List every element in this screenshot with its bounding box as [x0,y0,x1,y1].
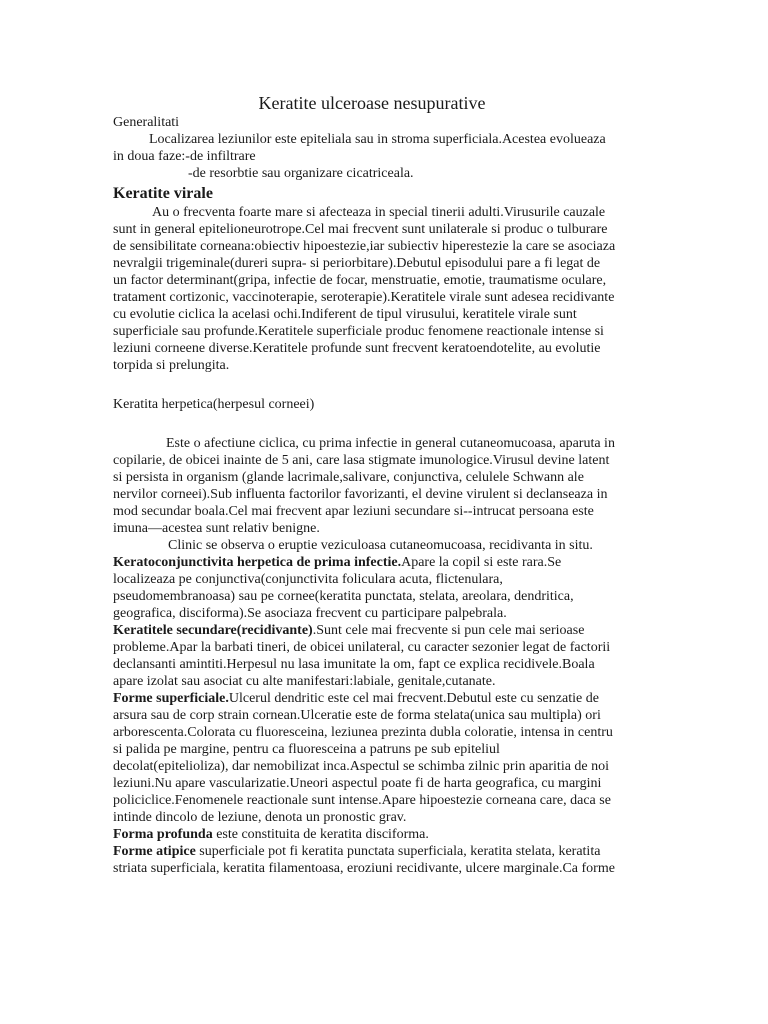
paragraph-text: este constituita de keratita disciforma. [212,827,429,842]
paragraph-line [113,843,658,860]
paragraph-line: localizeaza pe conjunctiva(conjunctivita foliculara acuta, flictenulara, [113,572,503,587]
paragraph-line [113,826,658,843]
paragraph-line: Localizarea leziunilor este epiteliala sau in stroma superficiala.Acestea evolueaza [149,132,606,147]
paragraph-line: Este o afectiune ciclica, cu prima infectie in general cutaneomucoasa, aparuta in [166,436,615,451]
paragraph-line: tratament cortizonic, vaccinoterapie, seroterapie).Keratitele virale sunt adesea recidivante [113,290,615,305]
paragraph-line: arborescenta.Colorata cu fluoresceina, leziunea prezinta dubla coloratie, intensa in centru [113,725,613,740]
paragraph-line: de sensibilitate corneana:obiectiv hipoestezie,iar subiectiv hiperestezie la care se asociaza [113,239,616,254]
paragraph-text: .Sunt cele mai frecvente si pun cele mai serioase [312,623,585,638]
paragraph-line [113,554,658,571]
paragraph-line: Clinic se observa o eruptie veziculoasa cutaneomucoasa, recidivanta in situ. [168,538,593,553]
paragraph-line: sunt in general epitelioneurotrope.Cel mai frecvent sunt unilaterale si produc o tulburare [113,222,608,237]
paragraph-line: declansanti amintiti.Herpesul nu lasa imunitate la om, fapt ce explica recidivele.Boala [113,657,595,672]
paragraph-line: copilarie, de obicei inainte de 5 ani, care lasa stigmate imunologice.Virusul devine latent [113,453,610,468]
paragraph-line: torpida si prelungita. [113,358,230,373]
paragraph-line: leziuni corneene diverse.Keratitele profunde sunt frecvent keratoendotelite, au evolutie [113,341,601,356]
paragraph-line: imuna—acestea sunt relativ benigne. [113,521,320,536]
paragraph-line: si persista in organism (glande lacrimale,salivare, conjunctiva, celulele Schwann ale [113,470,584,485]
paragraph-line: in doua faze:-de infiltrare [113,149,256,164]
paragraph-line: nervilor corneei).Sub influenta factorilor favorizanti, el devine virulent si declanseaza in [113,487,608,502]
paragraph-line: pseudomembranoasa) sau pe cornee(keratita punctata, stelata, areolara, dendritica, [113,589,574,604]
paragraph-line: geografica, disciforma).Se asociaza frecvent cu participare palpebrala. [113,606,507,621]
subheading-keratita-herpetica: Keratita herpetica(herpesul corneei) [113,397,315,412]
generalitati-heading: Generalitati [113,115,180,130]
paragraph-line: superficiale sau profunde.Keratitele superficiale produc fenomene reactionale intense si [113,324,604,339]
section-heading-keratite-virale: Keratite virale [113,185,213,202]
term-keratitele-secundare: Keratitele secundare(recidivante) [113,623,313,638]
paragraph-line: cu evolutie ciclica la acelasi ochi.Indiferent de tipul virusului, keratitele virale sunt [113,307,577,322]
paragraph-line: leziuni.Nu apare vascularizatie.Uneori aspectul poate fi de harta geografica, cu margini [113,776,602,791]
paragraph-text: superficiale pot fi keratita punctata superficiala, keratita stelata, keratita [195,844,601,859]
paragraph-line: probleme.Apar la barbati tineri, de obicei unilateral, cu caracter sezonier legat de factorii [113,640,611,655]
term-forme-atipice: Forme atipice [113,844,196,859]
document-body [113,114,658,877]
paragraph-line: decolat(epitelioliza), dar nemobilizat inca.Aspectul se schimba zilnic prin aparitia de noi [113,759,610,774]
paragraph-line: arsura sau de corp strain cornean.Ulceratie este de forma stelata(unica sau multipla) ori [113,708,601,723]
paragraph-line: si palida pe margine, pentru ca fluoresceina a patruns pe sub epiteliul [113,742,500,757]
term-keratoconjunctivita: Keratoconjunctivita herpetica de prima infectie. [113,555,402,570]
paragraph-line: striata superficiala, keratita filamentoasa, eroziuni recidivante, ulcere marginale.Ca forme [113,861,615,876]
paragraph-line: apare izolat sau asociat cu alte manifestari:labiale, genitale,cutanate. [113,674,496,689]
paragraph-line: mod secundar boala.Cel mai frecvent apar leziuni secundare si--intrucat persoana este [113,504,594,519]
document-title: Keratite ulceroase nesupurative [258,93,486,113]
paragraph-line: un factor determinant(gripa, infectie de focar, menstruatie, emotie, traumatisme oculare, [113,273,607,288]
paragraph-line: nevralgii trigeminale(dureri supra- si periorbitare).Debutul episodului pare a fi legat de [113,256,601,271]
paragraph-text: Ulcerul dendritic este cel mai frecvent.Debutul este cu senzatie de [228,691,599,706]
paragraph-line: policiclice.Fenomenele reactionale sunt intense.Apare hipoestezie corneana care, daca se [113,793,611,808]
paragraph-line: -de resorbtie sau organizare cicatriceala. [188,166,414,181]
paragraph-line: Au o frecventa foarte mare si afecteaza in special tinerii adulti.Virusurile cauzale [152,205,606,220]
term-forma-profunda: Forma profunda [113,827,213,842]
paragraph-line [113,690,658,707]
paragraph-line [113,622,658,639]
term-forme-superficiale: Forme superficiale. [113,691,229,706]
paragraph-line: intinde dincolo de leziune, denota un pronostic grav. [113,810,407,825]
paragraph-text: Apare la copil si este rara.Se [401,555,562,570]
